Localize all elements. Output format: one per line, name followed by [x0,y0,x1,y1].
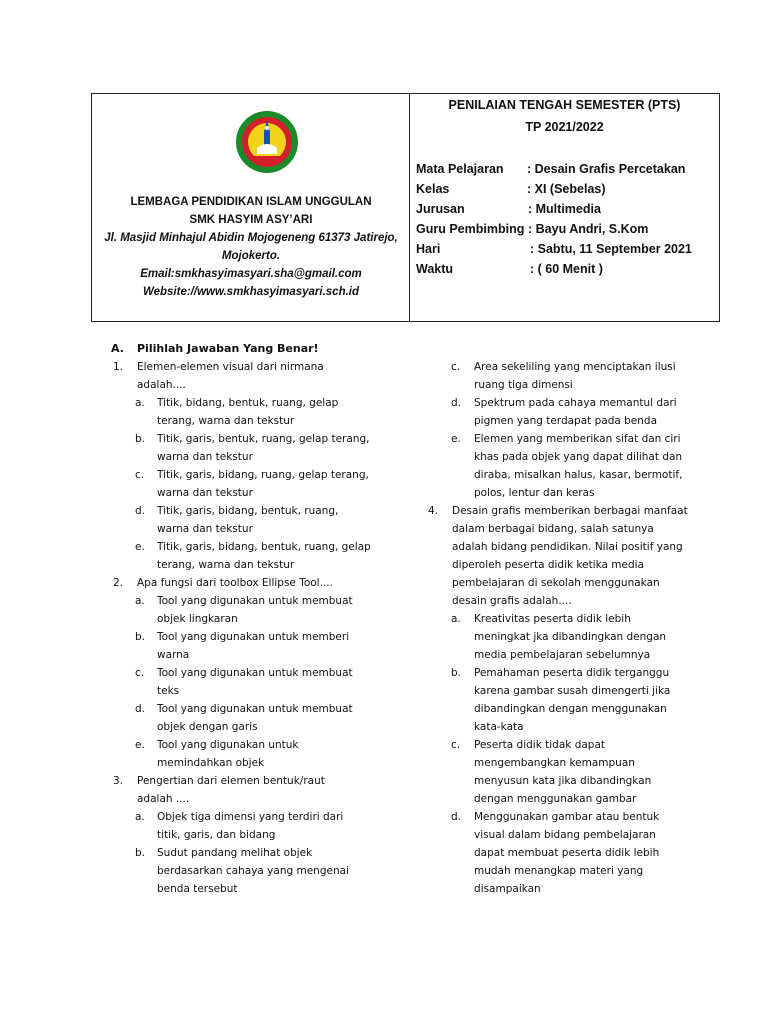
option-text: benda tersebut [157,883,238,895]
option-text: Titik, garis, bidang, bentuk, ruang, [157,505,339,517]
option-text: terang, warna dan tekstur [157,415,295,427]
institution-line1: LEMBAGA PENDIDIKAN ISLAM UNGGULAN [130,196,372,208]
option-text: Tool yang digunakan untuk membuat [157,703,353,715]
option-letter: b. [451,667,462,679]
section-marker: A. [111,342,124,355]
option-text: media pembelajaran sebelumnya [474,649,651,661]
option-letter: b. [135,847,146,859]
meta-value: : XI (Sebelas) [527,182,606,196]
option-text: Titik, bidang, bentuk, ruang, gelap [157,397,339,409]
option-text: memindahkan objek [157,757,265,769]
option-text: terang, warna dan tekstur [157,559,295,571]
option-letter: e. [135,541,145,553]
option-text: objek lingkaran [157,613,238,625]
exam-header [91,93,720,322]
option-text: Elemen yang memberikan sifat dan ciri [474,433,681,445]
option-text: diraba, misalkan halus, kasar, bermotif, [474,469,683,481]
address-line2: Mojokerto. [221,250,281,262]
question-number: 2. [113,577,124,589]
option-letter: b. [135,631,146,643]
option-text: mengembangkan kemampuan [474,757,635,769]
option-letter: c. [135,469,145,481]
exam-year: TP 2021/2022 [525,120,604,134]
option-letter: a. [451,613,461,625]
meta-value: : Bayu Andri, S.Kom [528,222,649,236]
option-text: ruang tiga dimensi [474,379,573,391]
option-text: teks [157,685,180,697]
option-text: dibandingkan dengan menggunakan [474,703,667,715]
meta-value: : Desain Grafis Percetakan [527,162,686,176]
option-letter: e. [451,433,461,445]
option-text: khas pada objek yang dapat dilihat dan [474,451,683,463]
option-text: berdasarkan cahaya yang mengenai [157,865,349,877]
meta-value: : ( 60 Menit ) [530,262,603,276]
meta-label: Guru Pembimbing [416,222,525,236]
option-letter: c. [451,361,461,373]
option-text: polos, lentur dan keras [474,487,595,499]
option-text: warna [157,649,190,661]
question-number: 1. [113,361,124,373]
meta-label: Hari [416,242,441,256]
meta-label: Kelas [416,182,450,196]
question-text: Apa fungsi dari toolbox Ellipse Tool.... [137,577,333,589]
meta-value: : Sabtu, 11 September 2021 [530,242,692,256]
section-title: Pilihlah Jawaban Yang Benar! [137,342,319,355]
option-letter: a. [135,595,145,607]
institution-line2: SMK HASYIM ASY’ARI [189,214,313,226]
option-text: objek dengan garis [157,721,258,733]
option-text: menyusun kata jika dibandingkan [474,775,652,787]
option-letter: a. [135,811,145,823]
school-website: Website://www.smkhasyimasyari.sch.id [142,286,360,298]
option-text: visual dalam bidang pembelajaran [474,829,656,841]
option-text: titik, garis, dan bidang [157,829,276,841]
option-text: mudah menangkap materi yang [474,865,644,877]
question-text: Pengertian dari elemen bentuk/raut [137,775,325,787]
question-number: 3. [113,775,124,787]
institution-block [92,193,410,301]
option-text: Objek tiga dimensi yang terdiri dari [157,811,344,823]
option-text: warna dan tekstur [157,523,253,535]
option-text: warna dan tekstur [157,451,253,463]
meta-teacher [416,222,649,236]
option-text: Peserta didik tidak dapat [474,739,606,751]
option-letter: b. [135,433,146,445]
meta-label: Mata Pelajaran [416,162,504,176]
question-number: 4. [428,505,439,517]
option-text: dapat membuat peserta didik lebih [474,847,660,859]
option-text: Tool yang digunakan untuk membuat [157,595,353,607]
school-email: Email:smkhasyimasyari.sha@gmail.com [140,268,362,280]
option-text: karena gambar susah dimengerti jika [474,685,671,697]
question-text: Elemen-elemen visual dari nirmana [137,361,324,373]
option-text: Tool yang digunakan untuk memberi [157,631,350,643]
option-text: Tool yang digunakan untuk [157,739,299,751]
option-text: warna dan tekstur [157,487,253,499]
option-text: Sudut pandang melihat objek [157,847,313,859]
meta-value: : Multimedia [528,202,601,216]
option-text: Menggunakan gambar atau bentuk [474,811,660,823]
question-text: adalah.... [137,379,186,391]
option-text: dengan menggunakan gambar [474,793,637,805]
option-letter: a. [135,397,145,409]
meta-duration [416,262,603,276]
option-text: kata-kata [474,721,524,733]
section-heading [111,340,319,358]
question-text: pembelajaran di sekolah menggunakan [452,577,660,589]
option-text: Tool yang digunakan untuk membuat [157,667,353,679]
option-text: Area sekeliling yang menciptakan ilusi [474,361,676,373]
question-text: diperoleh peserta didik ketika media [452,559,645,571]
option-text: Pemahaman peserta didik terganggu [474,667,670,679]
meta-label: Waktu [416,262,454,276]
school-logo [235,110,299,174]
option-text: disampaikan [474,883,541,895]
meta-day [416,242,692,256]
option-letter: d. [135,505,146,517]
question-text: adalah .... [137,793,190,805]
question-text: adalah bidang pendidikan. Nilai positif yang [452,541,683,553]
question-text: desain grafis adalah.... [452,595,572,607]
option-letter: d. [451,397,462,409]
meta-label: Jurusan [416,202,465,216]
meta-subject [416,162,686,176]
option-text: pigmen yang terdapat pada benda [474,415,658,427]
option-letter: e. [135,739,145,751]
option-letter: d. [451,811,462,823]
address-line1: Jl. Masjid Minhajul Abidin Mojogeneng 61373 Jatirejo, [104,232,398,244]
option-letter: d. [135,703,146,715]
option-text: Titik, garis, bentuk, ruang, gelap terang, [157,433,370,445]
exam-info [410,94,719,321]
option-text: Spektrum pada cahaya memantul dari [474,397,677,409]
question-text: dalam berbagai bidang, salah satunya [452,523,654,535]
option-text: meningkat jka dibandingkan dengan [474,631,667,643]
meta-major [416,202,601,216]
meta-class [416,182,606,196]
school-identity [92,94,410,321]
question-text: Desain grafis memberikan berbagai manfaat [452,505,688,517]
option-letter: c. [451,739,461,751]
option-text: Titik, garis, bidang, bentuk, ruang, gelap [157,541,371,553]
option-text: Kreativitas peserta didik lebih [474,613,631,625]
exam-title: PENILAIAN TENGAH SEMESTER (PTS) [448,98,681,112]
option-letter: c. [135,667,145,679]
option-text: Titik, garis, bidang, ruang, gelap terang, [157,469,369,481]
